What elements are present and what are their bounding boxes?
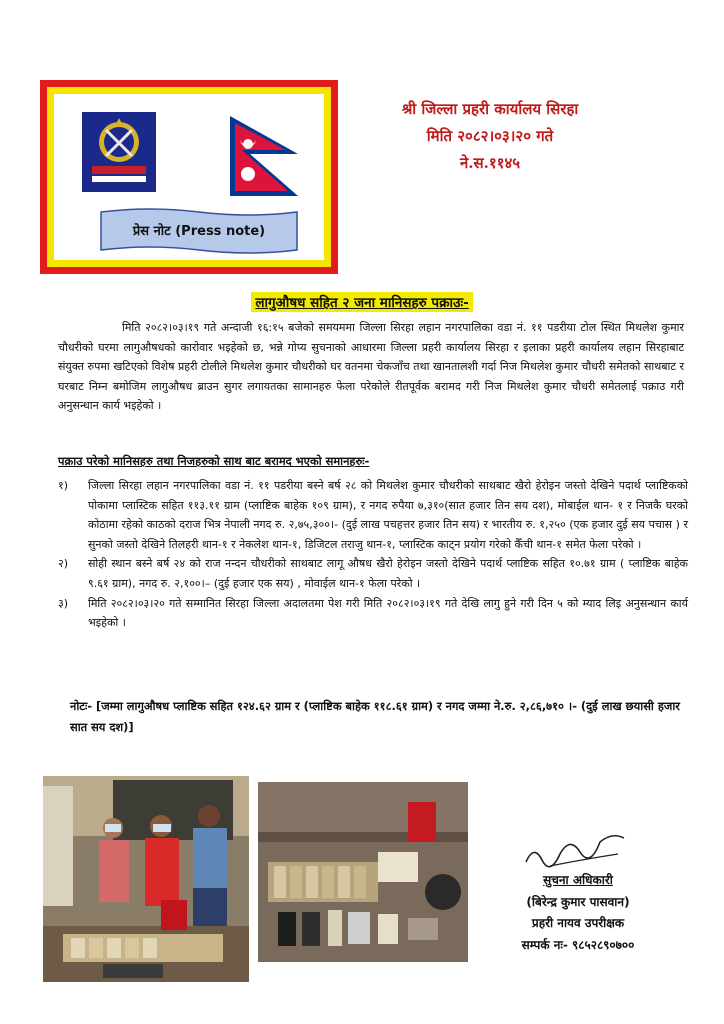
seized-items-list [58, 476, 688, 633]
summary-note: नोटः- [जम्मा लागुऔषध प्लाष्टिक सहित १२४.६२ ग्राम र (प्लाष्टिक बाहेक ११८.६१ ग्राम) र नगद जम्मा ने.रु. २,८६,७१० ।- (दुई लाख छयासी हजार सात सय दश)] [70, 699, 680, 734]
headline-text: लागुऔषध सहित २ जना मानिसहरु पक्राउः- [251, 292, 472, 312]
nepal-police-emblem-icon [82, 112, 156, 192]
office-name: श्री जिल्ला प्रहरी कार्यालय सिरहा [401, 100, 579, 118]
header-frame-inner [47, 87, 331, 267]
signature-rank: प्रहरी नायव उपरीक्षक [531, 916, 625, 930]
list-item [58, 554, 688, 593]
office-info [370, 96, 610, 177]
list-item-number: ३) [58, 596, 69, 610]
signature-name: (बिरेन्द्र कुमार पासवान) [526, 894, 630, 909]
header-frame [40, 80, 338, 274]
office-nepal-samvat: ने.स.११४५ [459, 154, 521, 172]
list-item-text: मिति २०८२।०३।२० गते सम्मानित सिरहा जिल्ला अदालतमा पेश गरी मिति २०८२।०३।१९ गते देखि लागु हुने गरी दिन ५ को म्याद लिइ अनुसन्धान कार्य भइहेको । [88, 596, 688, 630]
signature-title: सुचना अधिकारी [543, 873, 613, 887]
office-date: मिति २०८२।०३।२० गते [426, 127, 554, 145]
list-item [58, 476, 688, 554]
seized-items-subheading: पक्राउ परेको मानिसहरु तथा निजहरुको साथ बाट बरामद भएको समानहरुः- [58, 454, 370, 468]
list-item-number: २) [58, 557, 69, 571]
press-note-banner [99, 206, 299, 256]
list-item [58, 594, 688, 633]
intro-paragraph [58, 318, 684, 416]
seized-items-photo [258, 782, 468, 962]
arrest-photo [43, 776, 249, 982]
list-item-number: १) [58, 479, 69, 492]
signature-icon [520, 824, 630, 874]
press-note-label: प्रेस नोट (Press note) [132, 224, 266, 239]
intro-paragraph-text: मिति २०८२।०३।१९ गते अन्दाजी १६:१५ बजेको समयममा जिल्ला सिरहा लहान नगरपालिका वडा नं. ११ पडरीया टोल स्थित मिथलेश कुमार चौधरीको घरमा लागुऔषधको कारोवार भइहेको छ, भन्ने गोप्य सुचनाको आधारमा जिल्ला प्रहरी कार्यालय सिरहा र इलाका प्रहरी कार्यालय लहान सिरहाबाट संयुक्त रुपमा खटिएको विशेष प्रहरी टोलीले मिथलेश कुमार चौधरीको घर वतनमा चेकजाँच तथा खानतालशी गर्दा निज मिथलेश कुमार चौधरी समेतको साथबाट र घरबाट निम्न बमोजिम लागुऔषध ब्राउन सुगर लगायतका सामानहरु फेला परेकोले रीतपूर्वक बरामद गरी निज मिथलेश कुमार चौधरी समेतलाई पक्राउ गरी अनुसन्धान कार्य भइहेको । [58, 321, 684, 413]
headline [0, 292, 724, 312]
nepal-flag-icon [228, 114, 302, 198]
signature-block [478, 870, 678, 956]
list-item-text: जिल्ला सिरहा लहान नगरपालिका वडा नं. ११ पडरीया बस्ने बर्ष २८ को मिथलेश कुमार चौधरीको साथबाट खैरो हेरोइन जस्तो देखिने पदार्थ प्लाष्टिकको पोकामा प्लास्टिक सहित ११३.११ ग्राम (प्लाष्टिक बाहेक १०९ ग्राम), र नगद रुपैया ७,३१०(सात हजार तिन सय दश), मोबाईल थान- १ र निजकै घरको कोठामा रहेको काठको दराज भित्र नेपाली नगद रु. २,७५,३००।- (दुई लाख पचहत्तर हजार तिन सय) र भारतीय रु. १,२५० (एक हजार दुई सय पचास ) र सुनको जस्तो देखिने तिलहरी थान-१ र नेकलेश थान-१, डिजिटल तराजु थान-१, प्लास्टिक काट्न प्रयोग गरेको कैँची थान-१ समेत फेला परेको । [88, 479, 688, 551]
list-item-text: सोही स्थान बस्ने बर्ष २४ को राज नन्दन चौधरीको साथबाट लागू औषध खैरो हेरोइन जस्तो देखिने पदार्थ प्लाष्टिक सहित १०.७१ ग्राम ( प्लाष्टिक बाहेक ९.६१ ग्राम), नगद रु. २,१००।– (दुई हजार एक सय) , मोवाईल थान-१ फेला परेको । [88, 557, 688, 590]
signature-contact: सम्पर्क नः- ९८५२८९०७०० [521, 937, 635, 952]
